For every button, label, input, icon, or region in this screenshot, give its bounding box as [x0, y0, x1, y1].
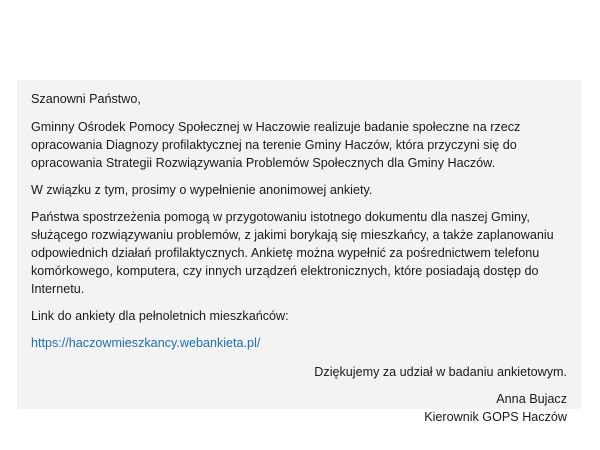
letter-panel — [17, 80, 581, 424]
paragraph-details: Państwa spostrzeżenia pomogą w przygotowaniu istotnego dokumentu dla naszej Gminy, służącego rozwiązywaniu problemów, z jakimi borykają się mieszkańcy, a także zaplanowaniu odpowiednich działań profilaktycznych. Ankietę można wypełnić za pośrednictwem telefonu komórkowego, komputera, czy innych urządzeń elektronicznych, które posiadają dostęp do Internetu. — [31, 210, 554, 296]
signature-title: Kierownik GOPS Haczów — [424, 410, 567, 424]
survey-link[interactable]: https://haczowmieszkancy.webankieta.pl/ — [31, 336, 261, 350]
greeting: Szanowni Państwo, — [31, 92, 141, 106]
paragraph-intro: Gminny Ośrodek Pomocy Społecznej w Haczowie realizuje badanie społeczne na rzecz opracowania Diagnozy profilaktycznej na terenie Gminy Haczów, która przyczyni się do opracowania Strategii Rozwiązywania Problemów Społecznych dla Gminy Haczów. — [31, 120, 521, 170]
survey-link-row — [31, 334, 567, 352]
thanks-text: Dziękujemy za udział w badaniu ankietowym. — [314, 365, 567, 379]
paragraph-request: W związku z tym, prosimy o wypełnienie anonimowej ankiety. — [31, 183, 373, 197]
signature-name: Anna Bujacz — [496, 392, 567, 406]
link-intro: Link do ankiety dla pełnoletnich mieszkańców: — [31, 309, 289, 323]
